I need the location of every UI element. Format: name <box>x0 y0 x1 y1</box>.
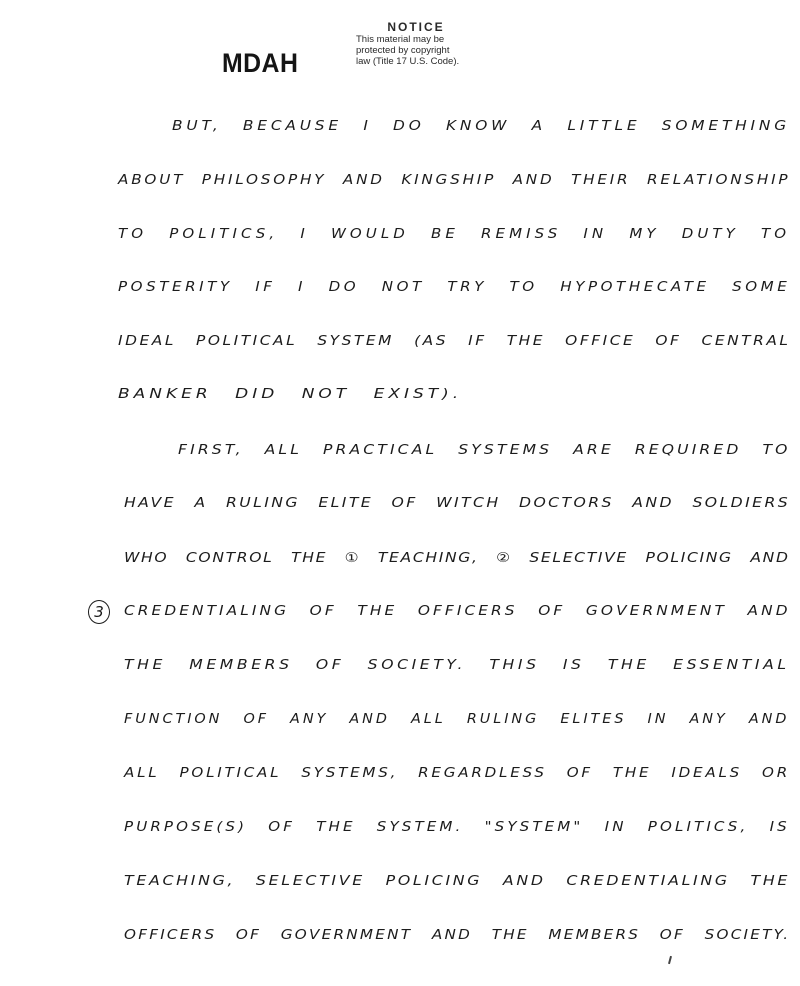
handwritten-line: BUT, BECAUSE I DO KNOW A LITTLE SOMETHING <box>172 118 790 134</box>
handwritten-line: FUNCTION OF ANY AND ALL RULING ELITES IN ANY AND <box>124 711 790 727</box>
pen-mark <box>668 956 672 964</box>
notice-line: This material may be <box>356 34 445 45</box>
handwritten-line: WHO CONTROL THE ① TEACHING, ② SELECTIVE POLICING AND <box>124 550 790 566</box>
handwritten-line: BANKER DID NOT EXIST). <box>118 386 463 402</box>
handwritten-line: CREDENTIALING OF THE OFFICERS OF GOVERNMENT AND <box>124 603 791 619</box>
handwritten-line: THE MEMBERS OF SOCIETY. THIS IS THE ESSENTIAL <box>124 657 790 673</box>
handwritten-line: PURPOSE(S) OF THE SYSTEM. "SYSTEM" IN POLITICS, IS <box>124 819 790 835</box>
handwritten-line: POSTERITY IF I DO NOT TRY TO HYPOTHECATE SOME <box>118 279 791 295</box>
handwritten-line: TO POLITICS, I WOULD BE REMISS IN MY DUTY TO <box>118 226 791 242</box>
circled-number-marker: 3 <box>88 600 110 624</box>
notice-line: law (Title 17 U.S. Code). <box>356 56 460 67</box>
handwritten-line: FIRST, ALL PRACTICAL SYSTEMS ARE REQUIRED TO <box>178 442 791 458</box>
handwritten-line: IDEAL POLITICAL SYSTEM (AS IF THE OFFICE OF CENTRAL <box>118 333 791 349</box>
handwritten-line: TEACHING, SELECTIVE POLICING AND CREDENTIALING THE <box>124 873 791 889</box>
mdah-stamp: MDAH <box>222 48 299 78</box>
handwritten-line: ALL POLITICAL SYSTEMS, REGARDLESS OF THE IDEALS OR <box>124 765 790 781</box>
notice-title: NOTICE <box>387 20 445 34</box>
handwritten-line: ABOUT PHILOSOPHY AND KINGSHIP AND THEIR RELATIONSHIP <box>118 172 791 188</box>
notice-line: protected by copyright <box>356 45 450 56</box>
handwritten-line: HAVE A RULING ELITE OF WITCH DOCTORS AND SOLDIERS <box>124 495 791 511</box>
handwritten-line: OFFICERS OF GOVERNMENT AND THE MEMBERS OF SOCIETY. <box>124 927 791 943</box>
copyright-notice <box>356 22 486 67</box>
